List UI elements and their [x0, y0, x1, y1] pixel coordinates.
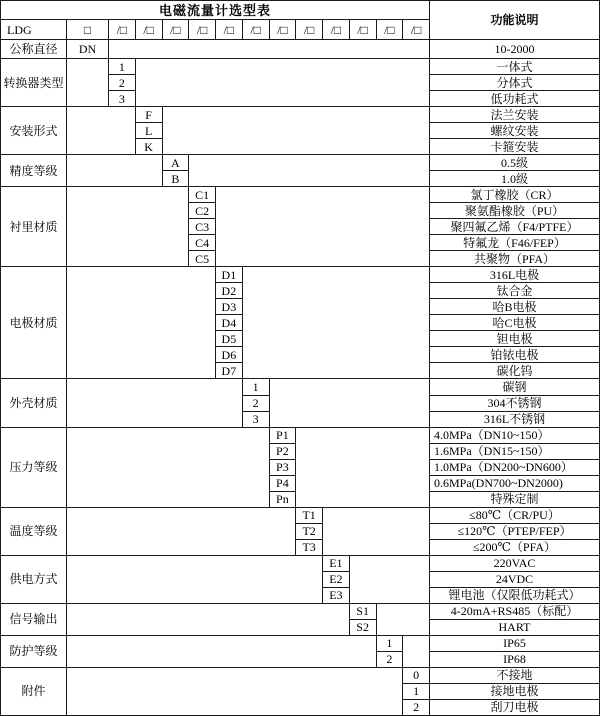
- model-dn-box: □: [67, 20, 109, 40]
- option-function: 220VAC: [430, 556, 600, 572]
- group-left-blank: [67, 59, 109, 107]
- option-function: 4.0MPa（DN10~150）: [430, 428, 600, 444]
- dn-label: 公称直径: [1, 40, 67, 59]
- group-right-blank: [377, 604, 431, 636]
- group-right-blank: [243, 267, 430, 379]
- table-title: 电磁流量计选型表: [1, 1, 430, 20]
- option-function: 铂铱电极: [430, 347, 600, 363]
- option-function: 法兰安装: [430, 107, 600, 123]
- group-label-pressure-class: 压力等级: [1, 428, 67, 508]
- option-function: 钛合金: [430, 283, 600, 299]
- option-code: P3: [270, 460, 297, 476]
- group-left-blank: [67, 267, 216, 379]
- option-function: 刮刀电极: [430, 700, 600, 716]
- option-code: T3: [296, 540, 323, 556]
- option-function: 1.0级: [430, 171, 600, 187]
- option-code: S2: [350, 620, 377, 636]
- option-code: B: [163, 171, 190, 187]
- option-code: P4: [270, 476, 297, 492]
- option-code: C3: [189, 219, 216, 235]
- option-code: 1: [243, 379, 270, 395]
- option-code: 1: [377, 636, 404, 652]
- option-code: D3: [216, 299, 243, 315]
- model-prefix: LDG: [1, 20, 67, 40]
- option-code: E1: [323, 556, 350, 572]
- option-function: 4-20mA+RS485（标配）: [430, 604, 600, 620]
- option-function: 24VDC: [430, 572, 600, 588]
- option-function: 0.5级: [430, 155, 600, 171]
- option-function: 一体式: [430, 59, 600, 75]
- group-right-blank: [403, 636, 430, 668]
- option-function: 聚氨酯橡胶（PU）: [430, 203, 600, 219]
- option-code: 3: [243, 412, 270, 428]
- model-slot-box: /□: [163, 20, 190, 40]
- model-slot-box: /□: [136, 20, 163, 40]
- group-right-blank: [136, 59, 430, 107]
- option-function: 不接地: [430, 668, 600, 684]
- option-code: P1: [270, 428, 297, 444]
- option-code: P2: [270, 444, 297, 460]
- option-function: 304不锈钢: [430, 396, 600, 412]
- option-code: T2: [296, 524, 323, 540]
- option-code: 2: [377, 652, 404, 668]
- option-code: D7: [216, 363, 243, 379]
- group-left-blank: [67, 604, 350, 636]
- option-code: 1: [109, 59, 136, 75]
- model-slot-box: /□: [109, 20, 136, 40]
- dn-blank: [109, 40, 430, 59]
- option-function: 特殊定制: [430, 492, 600, 508]
- group-label-temperature-class: 温度等级: [1, 508, 67, 556]
- group-label-converter-type: 转换器类型: [1, 59, 67, 107]
- option-code: 2: [243, 396, 270, 412]
- option-function: 316L电极: [430, 267, 600, 283]
- group-label-lining-material: 衬里材质: [1, 187, 67, 267]
- model-slot-box: /□: [189, 20, 216, 40]
- option-function: 1.6MPa（DN15~150）: [430, 444, 600, 460]
- option-function: 聚四氟乙烯（F4/PTFE）: [430, 219, 600, 235]
- option-function: 哈C电极: [430, 315, 600, 331]
- group-left-blank: [67, 556, 323, 604]
- group-right-blank: [270, 379, 431, 427]
- option-code: C5: [189, 251, 216, 267]
- option-function: 卡箍安装: [430, 139, 600, 155]
- group-label-protection-class: 防护等级: [1, 636, 67, 668]
- group-label-accessories: 附件: [1, 668, 67, 716]
- option-code: C1: [189, 187, 216, 203]
- option-function: ≤120℃（PTEP/FEP）: [430, 524, 600, 540]
- model-slot-box: /□: [296, 20, 323, 40]
- option-code: C4: [189, 235, 216, 251]
- group-right-blank: [350, 556, 430, 604]
- option-code: L: [136, 123, 163, 139]
- option-code: C2: [189, 203, 216, 219]
- option-code: 1: [403, 684, 430, 700]
- option-function: 氯丁橡胶（CR）: [430, 187, 600, 203]
- group-label-installation-type: 安装形式: [1, 107, 67, 155]
- dn-function: 10-2000: [430, 40, 600, 59]
- group-left-blank: [67, 155, 163, 187]
- model-slot-box: /□: [403, 20, 430, 40]
- group-left-blank: [67, 668, 403, 716]
- option-function: 接地电极: [430, 684, 600, 700]
- model-slot-box: /□: [350, 20, 377, 40]
- option-code: K: [136, 139, 163, 155]
- option-function: 316L不锈钢: [430, 412, 600, 428]
- group-right-blank: [216, 187, 430, 267]
- group-right-blank: [296, 428, 430, 508]
- group-label-electrode-material: 电极材质: [1, 267, 67, 379]
- option-code: D6: [216, 347, 243, 363]
- option-code: E3: [323, 588, 350, 604]
- model-slot-box: /□: [270, 20, 297, 40]
- option-function: IP65: [430, 636, 600, 652]
- option-function: 碳钢: [430, 379, 600, 395]
- option-code: D2: [216, 283, 243, 299]
- option-code: 2: [403, 700, 430, 716]
- option-function: 锂电池（仅限低功耗式）: [430, 588, 600, 604]
- group-left-blank: [67, 508, 296, 556]
- model-slot-box: /□: [216, 20, 243, 40]
- option-function: HART: [430, 620, 600, 636]
- group-left-blank: [67, 107, 136, 155]
- option-function: ≤200℃（PFA）: [430, 540, 600, 556]
- group-label-accuracy-class: 精度等级: [1, 155, 67, 187]
- option-code: E2: [323, 572, 350, 588]
- option-function: 低功耗式: [430, 91, 600, 107]
- group-label-power-supply: 供电方式: [1, 556, 67, 604]
- group-label-signal-output: 信号输出: [1, 604, 67, 636]
- option-function: 哈B电极: [430, 299, 600, 315]
- option-function: ≤80℃（CR/PU）: [430, 508, 600, 524]
- group-left-blank: [67, 636, 377, 668]
- option-function: 螺纹安装: [430, 123, 600, 139]
- option-code: 2: [109, 75, 136, 91]
- option-code: S1: [350, 604, 377, 620]
- option-function: 1.0MPa（DN200~DN600）: [430, 460, 600, 476]
- option-code: D1: [216, 267, 243, 283]
- group-right-blank: [189, 155, 430, 187]
- model-slot-box: /□: [377, 20, 404, 40]
- option-code: D4: [216, 315, 243, 331]
- option-function: 0.6MPa(DN700~DN2000): [430, 476, 600, 492]
- group-right-blank: [163, 107, 431, 155]
- group-right-blank: [323, 508, 430, 556]
- option-function: IP68: [430, 652, 600, 668]
- option-code: A: [163, 155, 190, 171]
- option-code: D5: [216, 331, 243, 347]
- group-label-housing-material: 外壳材质: [1, 379, 67, 427]
- group-left-blank: [67, 187, 189, 267]
- model-slot-box: /□: [243, 20, 270, 40]
- option-code: T1: [296, 508, 323, 524]
- option-code: Pn: [270, 492, 297, 508]
- option-code: F: [136, 107, 163, 123]
- option-function: 共聚物（PFA）: [430, 251, 600, 267]
- option-function: 分体式: [430, 75, 600, 91]
- function-column-header: 功能说明: [430, 1, 600, 40]
- option-function: 钽电极: [430, 331, 600, 347]
- option-code: 3: [109, 91, 136, 107]
- option-function: 碳化钨: [430, 363, 600, 379]
- group-left-blank: [67, 379, 243, 427]
- dn-code: DN: [67, 40, 109, 59]
- group-left-blank: [67, 428, 270, 508]
- model-slot-box: /□: [323, 20, 350, 40]
- option-code: 0: [403, 668, 430, 684]
- option-function: 特氟龙（F46/FEP）: [430, 235, 600, 251]
